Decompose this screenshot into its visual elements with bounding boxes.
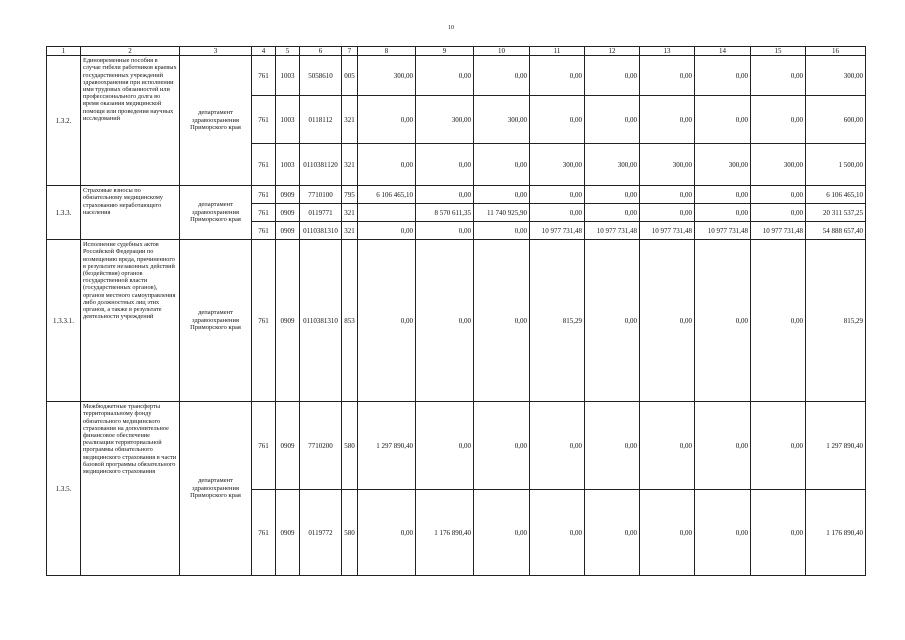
table-cell: 0110381310 bbox=[300, 222, 342, 240]
table-cell: 0,00 bbox=[585, 186, 640, 204]
table-cell: 0,00 bbox=[695, 96, 751, 144]
table-cell: 11 740 925,90 bbox=[474, 204, 530, 222]
section-code: 1.3.3.1. bbox=[47, 240, 81, 402]
table-cell: 0,00 bbox=[416, 56, 474, 96]
table-cell: 0,00 bbox=[416, 240, 474, 402]
column-header: 2 bbox=[81, 47, 180, 56]
table-cell: 300,00 bbox=[806, 56, 866, 96]
table-cell: 005 bbox=[342, 56, 358, 96]
table-cell: 321 bbox=[342, 204, 358, 222]
table-cell: 0909 bbox=[276, 240, 300, 402]
table-cell: 0,00 bbox=[358, 240, 416, 402]
table-cell: 761 bbox=[252, 186, 276, 204]
table-cell: 0,00 bbox=[585, 204, 640, 222]
table-cell: 0909 bbox=[276, 204, 300, 222]
table-cell: 795 bbox=[342, 186, 358, 204]
table-cell: 6 106 465,10 bbox=[806, 186, 866, 204]
table-cell: 0,00 bbox=[416, 186, 474, 204]
table-cell: 321 bbox=[342, 96, 358, 144]
column-header: 12 bbox=[585, 47, 640, 56]
page-number: 10 bbox=[448, 25, 454, 31]
table-cell: 0,00 bbox=[585, 96, 640, 144]
table-cell: 1003 bbox=[276, 96, 300, 144]
table-cell: 0119771 bbox=[300, 204, 342, 222]
table-cell: 0,00 bbox=[416, 222, 474, 240]
table-cell: 0,00 bbox=[751, 96, 806, 144]
table-cell: 300,00 bbox=[640, 144, 695, 186]
column-header: 16 bbox=[806, 47, 866, 56]
table-cell: 321 bbox=[342, 222, 358, 240]
table-cell: 815,29 bbox=[806, 240, 866, 402]
table-cell: 0,00 bbox=[416, 402, 474, 490]
column-header: 3 bbox=[180, 47, 252, 56]
table-cell: 1 500,00 bbox=[806, 144, 866, 186]
table-cell: 1 297 890,40 bbox=[358, 402, 416, 490]
column-header: 7 bbox=[342, 47, 358, 56]
table-cell: 0,00 bbox=[640, 56, 695, 96]
table-cell: 0909 bbox=[276, 186, 300, 204]
department-cell: департамент здравоохранения Приморского края bbox=[180, 240, 252, 402]
table-cell: 0,00 bbox=[416, 144, 474, 186]
table-cell: 0,00 bbox=[640, 402, 695, 490]
table-cell: 580 bbox=[342, 490, 358, 576]
table-cell: 761 bbox=[252, 144, 276, 186]
table-cell: 0,00 bbox=[695, 402, 751, 490]
section-description: Страховые взносы по обязательному медицинскому страхованию неработающего населения bbox=[81, 186, 180, 240]
table-row bbox=[47, 402, 866, 490]
table-cell: 0,00 bbox=[751, 402, 806, 490]
section-code: 1.3.2. bbox=[47, 56, 81, 186]
table-cell: 0,00 bbox=[585, 56, 640, 96]
table-row bbox=[47, 186, 866, 204]
table-cell: 7710100 bbox=[300, 186, 342, 204]
table-cell: 0110381120 bbox=[300, 144, 342, 186]
table-cell: 1 176 890,40 bbox=[806, 490, 866, 576]
table-cell: 761 bbox=[252, 402, 276, 490]
table-cell: 0,00 bbox=[751, 490, 806, 576]
column-header: 9 bbox=[416, 47, 474, 56]
department-cell: департамент здравоохранения Приморского края bbox=[180, 402, 252, 576]
table-cell: 300,00 bbox=[530, 144, 585, 186]
table-cell: 10 977 731,48 bbox=[640, 222, 695, 240]
budget-table bbox=[46, 46, 866, 576]
table-cell: 20 311 537,25 bbox=[806, 204, 866, 222]
column-header: 8 bbox=[358, 47, 416, 56]
table-cell: 761 bbox=[252, 222, 276, 240]
table-row bbox=[47, 240, 866, 402]
table-cell: 853 bbox=[342, 240, 358, 402]
table-cell: 0118112 bbox=[300, 96, 342, 144]
table-cell: 0,00 bbox=[530, 56, 585, 96]
section-description: Исполнение судебных актов Российской Федерации по возмещению вреда, причиненного в результате незаконных действий (бездействия) органов государственной власти (государственных органов), органов местного самоуправления либо должностных лиц этих органов, а также в результате деятельности учреждений bbox=[81, 240, 180, 402]
section-description: Межбюджетные трансферты территориальному фонду обязательного медицинского страхования на дополнительное финансовое обеспечение реализации территориальной программы обязательного медицинского страхования в части базовой программы обязательного медицинского страхования bbox=[81, 402, 180, 576]
table-cell: 761 bbox=[252, 56, 276, 96]
table-cell: 0,00 bbox=[474, 144, 530, 186]
table-cell: 0110381310 bbox=[300, 240, 342, 402]
table-cell: 300,00 bbox=[695, 144, 751, 186]
table-cell: 300,00 bbox=[416, 96, 474, 144]
table-cell: 0,00 bbox=[358, 96, 416, 144]
table-cell: 600,00 bbox=[806, 96, 866, 144]
column-header: 10 bbox=[474, 47, 530, 56]
table-cell: 10 977 731,48 bbox=[751, 222, 806, 240]
table-cell: 1003 bbox=[276, 144, 300, 186]
table-cell: 0,00 bbox=[695, 490, 751, 576]
table-cell: 0,00 bbox=[358, 490, 416, 576]
table-cell: 1003 bbox=[276, 56, 300, 96]
table-cell: 6 106 465,10 bbox=[358, 186, 416, 204]
table-cell: 0,00 bbox=[474, 402, 530, 490]
column-header: 6 bbox=[300, 47, 342, 56]
table-cell: 0,00 bbox=[751, 186, 806, 204]
department-cell: департамент здравоохранения Приморского края bbox=[180, 56, 252, 186]
column-header: 4 bbox=[252, 47, 276, 56]
column-header: 1 bbox=[47, 47, 81, 56]
table-cell: 321 bbox=[342, 144, 358, 186]
table-cell: 0,00 bbox=[474, 222, 530, 240]
table-cell: 1 297 890,40 bbox=[806, 402, 866, 490]
table-cell: 0,00 bbox=[751, 56, 806, 96]
department-cell: департамент здравоохранения Приморского края bbox=[180, 186, 252, 240]
table-cell: 7710200 bbox=[300, 402, 342, 490]
column-number-row bbox=[47, 47, 866, 56]
table-cell: 8 570 611,35 bbox=[416, 204, 474, 222]
table-cell: 0,00 bbox=[530, 186, 585, 204]
table-cell: 761 bbox=[252, 490, 276, 576]
column-header: 11 bbox=[530, 47, 585, 56]
table-cell: 0,00 bbox=[358, 222, 416, 240]
column-header: 15 bbox=[751, 47, 806, 56]
table-cell: 0119772 bbox=[300, 490, 342, 576]
table-cell: 0,00 bbox=[640, 186, 695, 204]
table-cell: 0,00 bbox=[474, 186, 530, 204]
table-cell: 0,00 bbox=[695, 204, 751, 222]
table-cell: 0,00 bbox=[474, 56, 530, 96]
table-cell: 0,00 bbox=[530, 402, 585, 490]
table-cell: 0,00 bbox=[474, 240, 530, 402]
table-cell: 0909 bbox=[276, 402, 300, 490]
table-cell: 10 977 731,48 bbox=[695, 222, 751, 240]
table-cell: 0,00 bbox=[640, 204, 695, 222]
table-cell: 0909 bbox=[276, 490, 300, 576]
table-cell: 761 bbox=[252, 240, 276, 402]
table-cell: 815,29 bbox=[530, 240, 585, 402]
table-cell: 761 bbox=[252, 204, 276, 222]
section-code: 1.3.3. bbox=[47, 186, 81, 240]
table-cell: 0,00 bbox=[695, 240, 751, 402]
table-cell: 761 bbox=[252, 96, 276, 144]
table-cell: 0,00 bbox=[530, 96, 585, 144]
table-cell: 300,00 bbox=[751, 144, 806, 186]
table-cell: 0,00 bbox=[358, 144, 416, 186]
table-cell: 5058610 bbox=[300, 56, 342, 96]
table-cell: 0,00 bbox=[474, 490, 530, 576]
table-cell: 0,00 bbox=[585, 240, 640, 402]
table-cell: 0,00 bbox=[695, 56, 751, 96]
table-cell: 580 bbox=[342, 402, 358, 490]
table-cell: 300,00 bbox=[358, 56, 416, 96]
table-cell: 0,00 bbox=[640, 96, 695, 144]
section-code: 1.3.5. bbox=[47, 402, 81, 576]
column-header: 14 bbox=[695, 47, 751, 56]
table-cell: 0,00 bbox=[585, 490, 640, 576]
table-cell: 0,00 bbox=[751, 240, 806, 402]
table-cell: 0,00 bbox=[695, 186, 751, 204]
column-header: 13 bbox=[640, 47, 695, 56]
table-cell: 0,00 bbox=[751, 204, 806, 222]
table-cell: 300,00 bbox=[585, 144, 640, 186]
table-cell bbox=[358, 204, 416, 222]
table-cell: 0,00 bbox=[585, 402, 640, 490]
section-description: Единовременные пособия в случае гибели работников краевых государственных учреждений здравоохранения при исполнении ими трудовых обязанностей или профессионального долга во время оказания медицинской помощи или проведения научных исследований bbox=[81, 56, 180, 186]
table-cell: 54 888 657,40 bbox=[806, 222, 866, 240]
table-cell: 10 977 731,48 bbox=[530, 222, 585, 240]
table-cell: 10 977 731,48 bbox=[585, 222, 640, 240]
table-cell: 300,00 bbox=[474, 96, 530, 144]
table-cell: 0,00 bbox=[640, 240, 695, 402]
table-row bbox=[47, 56, 866, 96]
column-header: 5 bbox=[276, 47, 300, 56]
table-cell: 0,00 bbox=[530, 204, 585, 222]
table-cell: 0,00 bbox=[530, 490, 585, 576]
table-cell: 1 176 890,40 bbox=[416, 490, 474, 576]
table-cell: 0,00 bbox=[640, 490, 695, 576]
table-cell: 0909 bbox=[276, 222, 300, 240]
